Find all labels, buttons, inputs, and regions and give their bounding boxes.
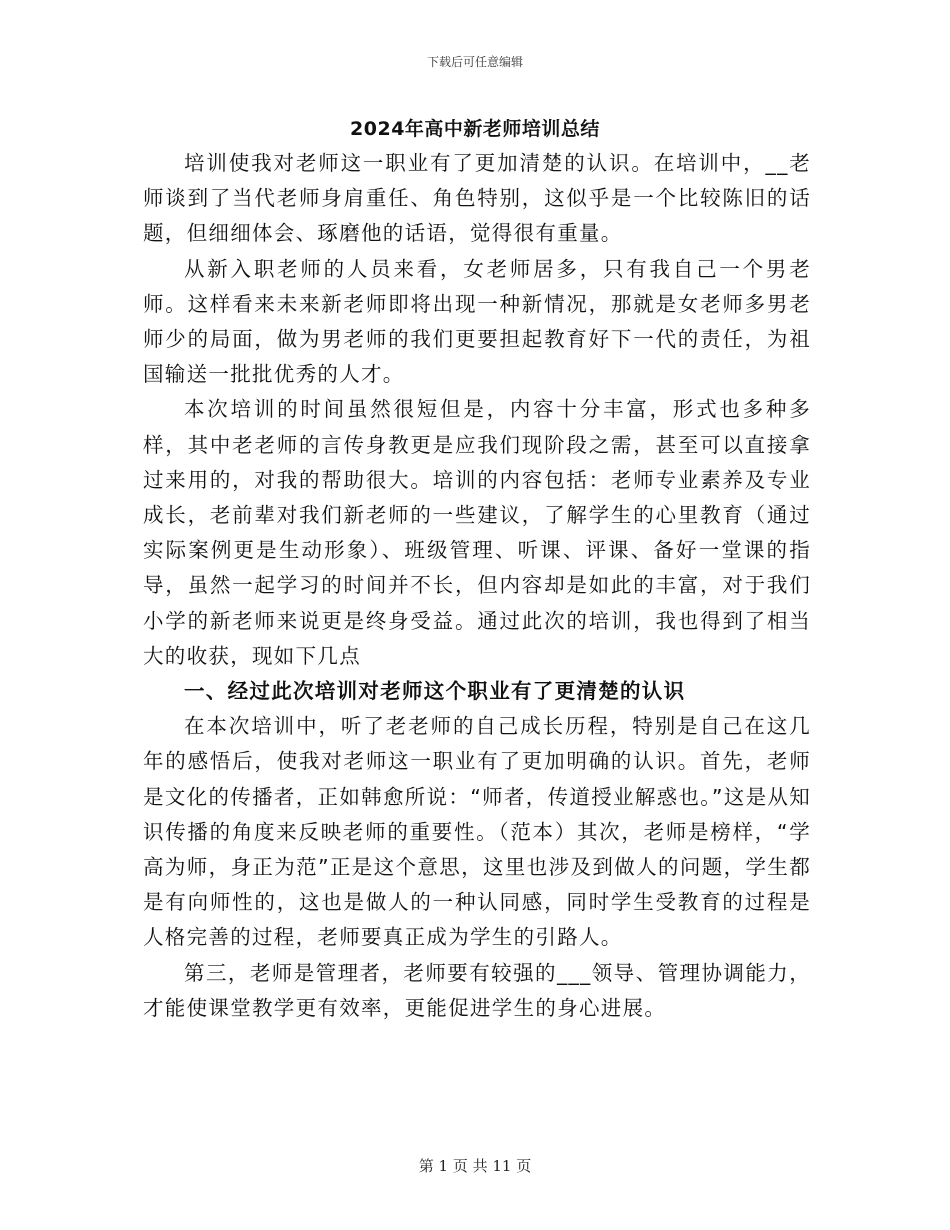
paragraph-1: 培训使我对老师这一职业有了更加清楚的认识。在培训中，__老师谈到了当代老师身肩重任、角色特别，这似乎是一个比较陈旧的话题，但细细体会、琢磨他的话语，觉得很有重量。 [143,151,811,246]
page-number-footer: 第 1 页 共 11 页 [418,1157,532,1175]
paragraph-3: 本次培训的时间虽然很短但是，内容十分丰富，形式也多种多样，其中老老师的言传身教更是应我们现阶段之需，甚至可以直接拿过来用的，对我的帮助很大。培训的内容包括：老师专业素养及专业成长，老前辈对我们新老师的一些建议，了解学生的心里教育（通过实际案例更是生动形象）、班级管理、听课、评课、备好一堂课的指导，虽然一起学习的时间并不长，但内容却是如此的丰富，对于我们小学的新老师来说更是终身受益。通过此次的培训，我也得到了相当大的收获，现如下几点 [143,397,811,668]
document-title: 2024年高中新老师培训总结 [350,118,600,140]
paragraph-4: 在本次培训中，听了老老师的自己成长历程，特别是自己在这几年的感悟后，使我对老师这一职业有了更加明确的认识。首先，老师是文化的传播者，正如韩愈所说：“师者，传道授业解惑也。”这是从知识传播的角度来反映老师的重要性。（范本）其次，老师是榜样，“学高为师，身正为范”正是这个意思，这里也涉及到做人的问题，学生都是有向师性的，这也是做人的一种认同感，同时学生受教育的过程是人格完善的过程，老师要真正成为学生的引路人。 [143,714,811,950]
section-heading: 一、经过此次培训对老师这个职业有了更清楚的认识 [184,679,686,704]
paragraph-5: 第三，老师是管理者，老师要有较强的___领导、管理协调能力，才能使课堂教学更有效率，更能促进学生的身心进展。 [143,960,811,1020]
document-body [143,146,811,1026]
header-note: 下载后可任意编辑 [426,55,523,69]
paragraph-2: 从新入职老师的人员来看，女老师居多，只有我自己一个男老师。这样看来未来新老师即将出现一种新情况，那就是女老师多男老师少的局面，做为男老师的我们更要担起教育好下一代的责任，为祖国输送一批批优秀的人才。 [143,256,811,387]
